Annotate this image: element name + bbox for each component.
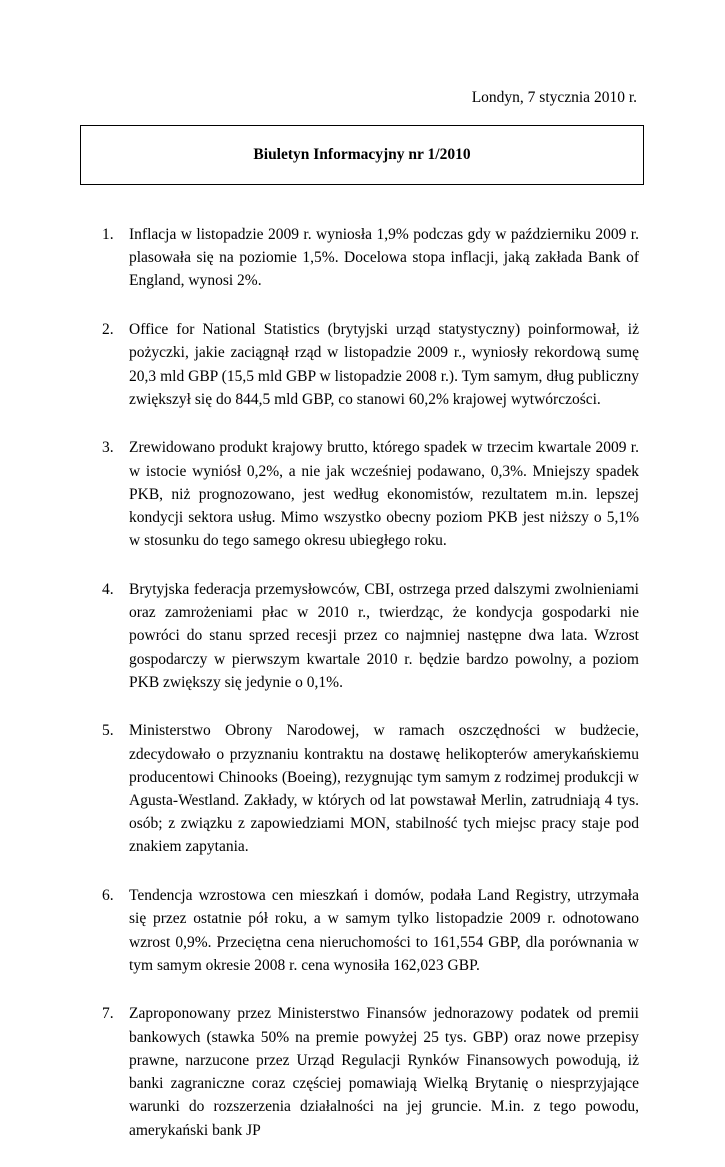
item-number: 3. (102, 439, 114, 457)
item-text: Office for National Statistics (brytyjski urząd statystyczny) poinformował, iż pożyczki, jakie zaciągnął rząd w listopadzie 2009 r., wyniosły rekordową sumę 20,3 mld GBP (15,5 mld GBP w listopadzie 2008 r.). Tym samym, dług publiczny zwiększył się do 844,5 mld GBP, co stanowi 60,2% krajowej wytwórczości. (129, 321, 639, 408)
item-number: 6. (102, 887, 114, 905)
bulletin-item-2 (0, 318, 725, 411)
bulletin-item-5 (0, 719, 725, 858)
item-text: Zaproponowany przez Ministerstwo Finansów jednorazowy podatek od premii bankowych (stawka 50% na premie powyżej 25 tys. GBP) oraz nowe przepisy prawne, narzucone przez Urząd Regulacji Rynków Finansowych powodują, iż banki zagraniczne coraz częściej pomawiają Wielką Brytanię o niesprzyjające warunki do rozszerzenia działalności na jej gruncie. M.in. z tego powodu, amerykański bank JP (129, 1005, 639, 1139)
item-number: 7. (102, 1005, 114, 1023)
bulletin-items-list (0, 223, 725, 1167)
item-number: 2. (102, 321, 114, 339)
bulletin-item-7 (0, 1002, 725, 1141)
item-number: 5. (102, 722, 114, 740)
date-line: Londyn, 7 stycznia 2010 r. (471, 89, 637, 106)
item-text: Zrewidowano produkt krajowy brutto, którego spadek w trzecim kwartale 2009 r. w istocie wyniósł 0,2%, a nie jak wcześniej podawano, 0,3%. Mniejszy spadek PKB, niż prognozowano, jest według ekonomistów, rezultatem m.in. lepszej kondycji sektora usług. Mimo wszystko obecny poziom PKB jest niższy o 5,1% w stosunku do tego samego okresu ubiegłego roku. (129, 439, 639, 550)
item-text: Inflacja w listopadzie 2009 r. wyniosła 1,9% podczas gdy w październiku 2009 r. plasowała się na poziomie 1,5%. Docelowa stopa inflacji, jaką zakłada Bank of England, wynosi 2%. (129, 226, 639, 290)
bulletin-item-3 (0, 436, 725, 552)
bulletin-item-1 (0, 223, 725, 293)
bulletin-item-4 (0, 578, 725, 694)
item-text: Ministerstwo Obrony Narodowej, w ramach oszczędności w budżecie, zdecydowało o przyznaniu kontraktu na dostawę helikopterów amerykańskiemu producentowi Chinooks (Boeing), rezygnując tym samym z rodzimej produkcji w Agusta-Westland. Zakłady, w których od lat powstawał Merlin, zatrudniają 4 tys. osób; z związku z zapowiedziami MON, stabilność tych miejsc pracy staje pod znakiem zapytania. (129, 722, 639, 856)
item-number: 4. (102, 580, 114, 598)
bulletin-item-6 (0, 884, 725, 977)
bulletin-title: Biuletyn Informacyjny nr 1/2010 (253, 146, 471, 163)
item-text: Brytyjska federacja przemysłowców, CBI, ostrzega przed dalszymi zwolnieniami oraz zamrożeniami płac w 2010 r., twierdząc, że kondycja gospodarki nie powróci do stanu sprzed recesji przez co najmniej następne dwa lata. Wzrost gospodarczy w pierwszym kwartale 2010 r. będzie bardzo powolny, a poziom PKB zwiększy się jedynie o 0,1%. (129, 580, 639, 691)
title-box (80, 125, 644, 185)
item-text: Tendencja wzrostowa cen mieszkań i domów, podała Land Registry, utrzymała się przez ostatnie pół roku, a w samym tylko listopadzie 2009 r. odnotowano wzrost 0,9%. Przeciętna cena nieruchomości to 161,554 GBP, dla porównania w tym samym okresie 2008 r. cena wynosiła 162,023 GBP. (129, 887, 639, 974)
item-number: 1. (102, 226, 114, 243)
